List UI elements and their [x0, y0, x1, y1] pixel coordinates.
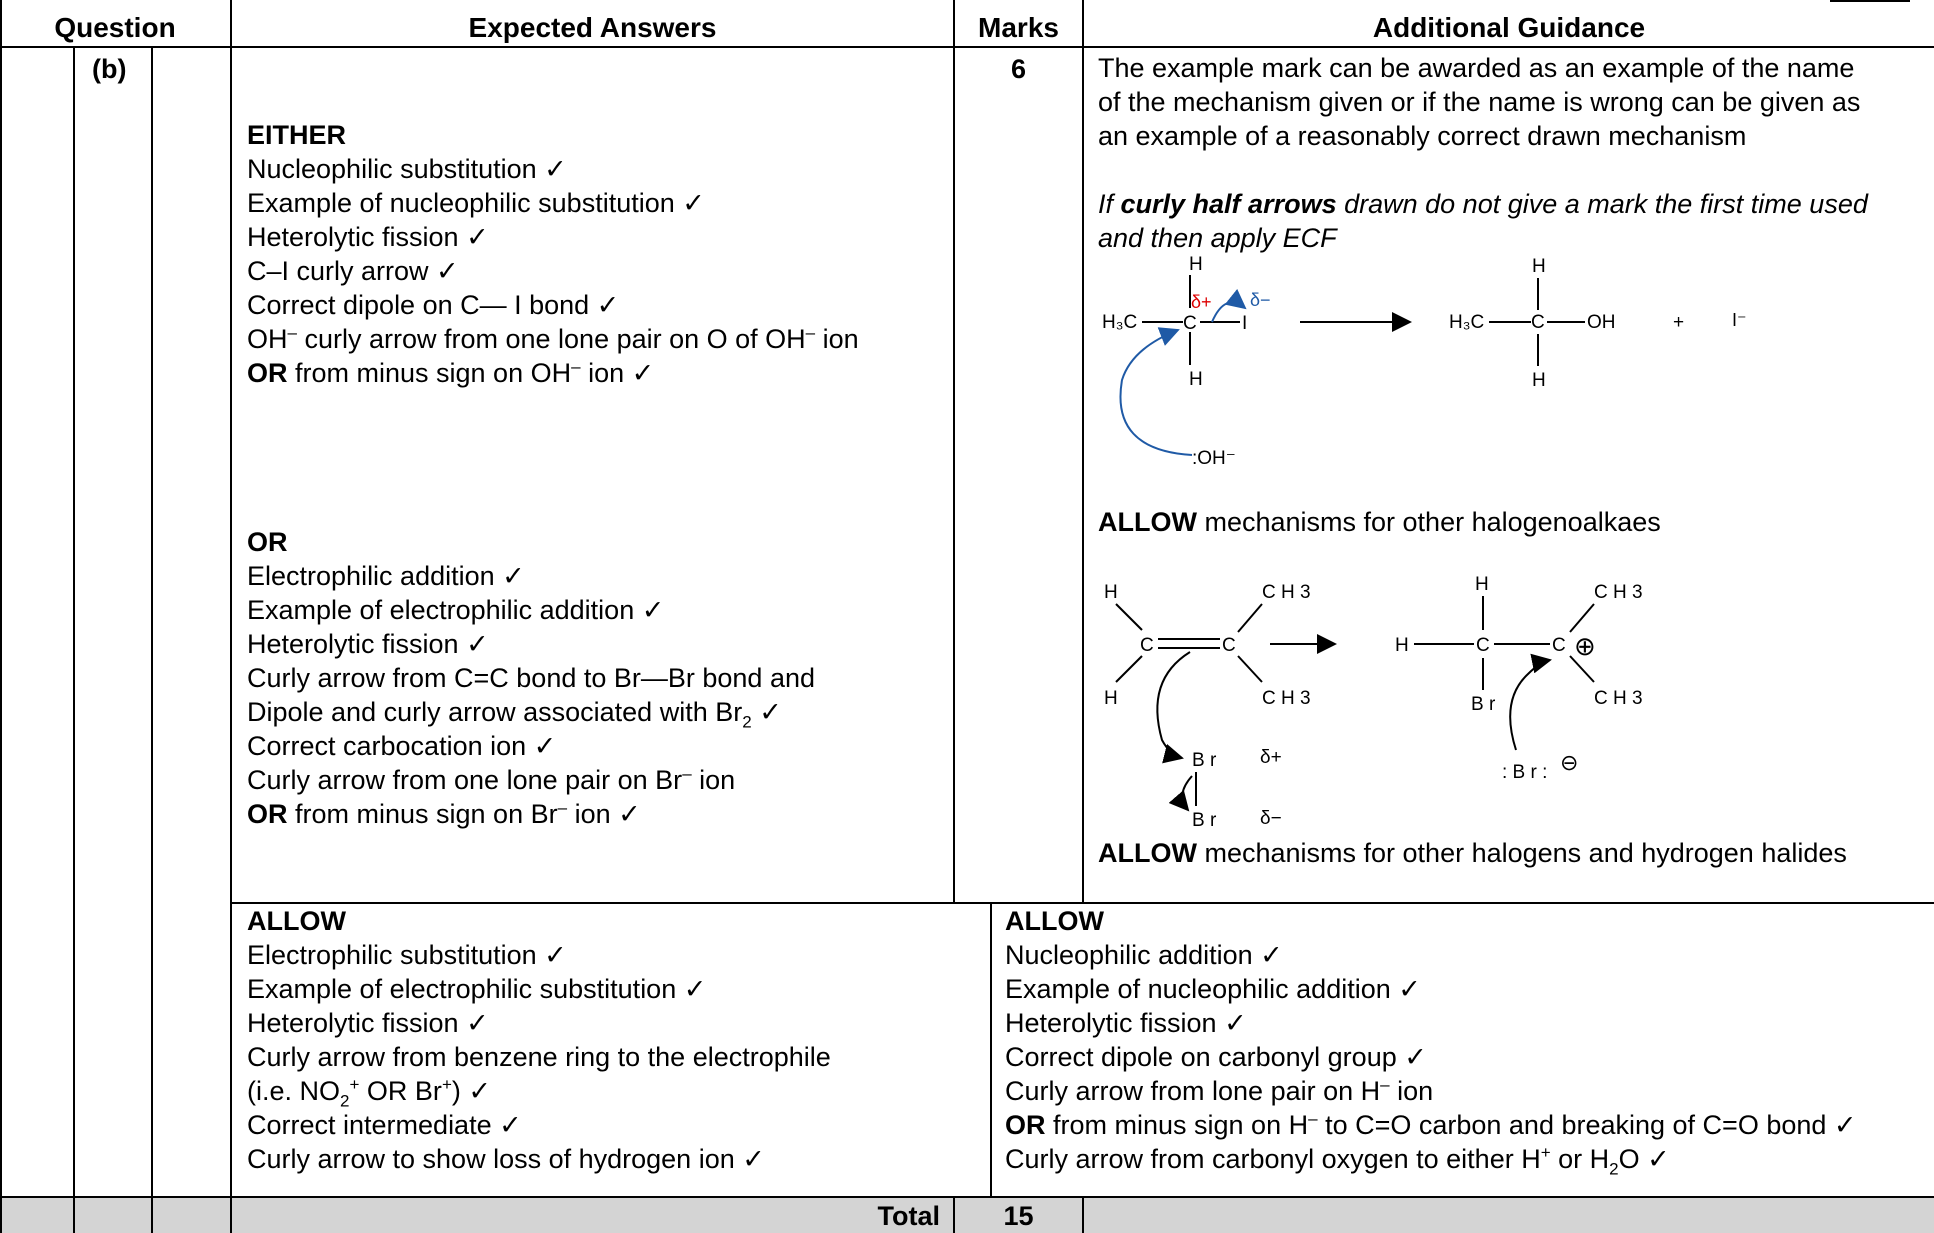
allow-right-or-line: OR from minus sign on H– to C=O carbon and breaking of C=O bond ✓	[1005, 1109, 1857, 1140]
nucleophilic-substitution-mechanism	[1090, 250, 1790, 480]
svg-text:B r: B r	[1471, 694, 1496, 715]
svg-text:I⁻: I⁻	[1732, 310, 1747, 330]
header-additional-guidance: Additional Guidance	[1372, 12, 1646, 43]
top-border-fragment	[1830, 0, 1910, 2]
svg-text:H₃C: H₃C	[1102, 312, 1138, 333]
svg-text:H: H	[1104, 688, 1118, 709]
svg-text:C: C	[1476, 635, 1490, 656]
svg-text:C H 3: C H 3	[1594, 688, 1643, 709]
header-expected-answers: Expected Answers	[468, 12, 717, 43]
svg-text:δ+: δ+	[1260, 747, 1282, 768]
svg-text:δ+: δ+	[1191, 292, 1212, 312]
question-col-divider-1	[73, 46, 75, 1233]
allow-right-hydride-line: Curly arrow from lone pair on H– ion	[1005, 1075, 1434, 1106]
carbocation-line: Correct carbocation ion ✓	[247, 731, 557, 761]
or-item: Heterolytic fission ✓	[247, 629, 489, 659]
allow-left-item: Curly arrow from benzene ring to the electrophile	[247, 1042, 831, 1072]
total-row-divider	[0, 1196, 1934, 1198]
svg-text:C: C	[1140, 635, 1154, 656]
svg-text:C: C	[1552, 635, 1566, 656]
svg-text:H: H	[1189, 254, 1203, 275]
header-question: Question	[54, 12, 176, 43]
allow-left-item: Heterolytic fission ✓	[247, 1008, 489, 1038]
guidance-allow-halogenoalkanes: ALLOW mechanisms for other halogenoalkaes	[1098, 507, 1661, 537]
question-col-divider-2	[151, 46, 153, 1233]
either-item: Nucleophilic substitution ✓	[247, 154, 567, 184]
svg-text:C H 3: C H 3	[1262, 688, 1311, 709]
marks-col-left	[953, 0, 955, 902]
total-label: Total	[877, 1201, 940, 1231]
left-border	[0, 0, 2, 1233]
allow-right-heading: ALLOW	[1005, 906, 1104, 936]
guidance-paragraph: The example mark can be awarded as an example of the name of the mechanism given or if the name is wrong can be given as an example of a reasonably correct drawn mechanism	[1098, 53, 1861, 151]
svg-text:H: H	[1532, 256, 1546, 277]
or-item: Curly arrow from C=C bond to Br—Br bond and	[247, 663, 815, 693]
allow-split-divider	[990, 902, 992, 1196]
or-item: Example of electrophilic addition ✓	[247, 595, 665, 625]
svg-text:B r: B r	[1192, 810, 1217, 831]
allow-left-item: Curly arrow to show loss of hydrogen ion ✓	[247, 1144, 765, 1174]
svg-text:C: C	[1222, 635, 1236, 656]
either-item: Example of nucleophilic substitution ✓	[247, 188, 705, 218]
br-curly-arrow-line: Curly arrow from one lone pair on Br– ion	[247, 764, 736, 795]
allow-left-heading: ALLOW	[247, 906, 346, 936]
allow-right-item: Correct dipole on carbonyl group ✓	[1005, 1042, 1427, 1072]
allow-right-carbonyl-line: Curly arrow from carbonyl oxygen to either H+ or $H_2O$ ✓	[1005, 1143, 1670, 1179]
svg-text:C: C	[1183, 313, 1197, 334]
svg-text:δ−: δ−	[1260, 808, 1282, 829]
guidance-allow-halogens: ALLOW mechanisms for other halogens and hydrogen halides	[1098, 838, 1847, 868]
svg-text:OH: OH	[1587, 312, 1616, 333]
allow-right-item: Example of nucleophilic addition ✓	[1005, 974, 1421, 1004]
allow-left-electrophile-line: (i.e. $NO_2^+$ OR Br+) ✓	[247, 1075, 491, 1111]
or-heading: OR	[247, 527, 288, 557]
svg-text:+: +	[1673, 312, 1685, 333]
svg-text:⊕: ⊕	[1574, 631, 1596, 661]
allow-right-item: Nucleophilic addition ✓	[1005, 940, 1283, 970]
total-value: 15	[1003, 1201, 1034, 1231]
svg-text:C: C	[1531, 312, 1545, 333]
svg-text:δ−: δ−	[1250, 290, 1271, 310]
svg-text:H: H	[1104, 582, 1118, 603]
either-item: Heterolytic fission ✓	[247, 222, 489, 252]
marks-value: 6	[1010, 54, 1027, 84]
svg-text:H: H	[1475, 574, 1489, 595]
svg-text:B r: B r	[1192, 750, 1217, 771]
either-heading: EITHER	[247, 120, 347, 150]
either-item: C–I curly arrow ✓	[247, 256, 459, 286]
expected-or-block	[247, 525, 815, 831]
question-part: (b)	[92, 54, 127, 84]
allow-right-item: Heterolytic fission ✓	[1005, 1008, 1247, 1038]
oh-curly-arrow-line: OH– curly arrow from one lone pair on O of OH– ion	[247, 323, 859, 354]
marks-col-right	[1082, 0, 1084, 902]
svg-text::OH⁻: :OH⁻	[1192, 448, 1236, 469]
allow-left-block	[247, 904, 831, 1176]
electrophilic-addition-mechanism	[1090, 570, 1790, 835]
either-item: Correct dipole on C— I bond ✓	[247, 290, 620, 320]
guidance-half-arrows-note: If curly half arrows drawn do not give a mark the first time used and then apply ECF	[1098, 189, 1868, 253]
svg-text:H: H	[1395, 635, 1409, 656]
or-item: Electrophilic addition ✓	[247, 561, 525, 591]
allow-left-item: Electrophilic substitution ✓	[247, 940, 567, 970]
total-marks-right	[1082, 1196, 1084, 1233]
svg-text:H₃C: H₃C	[1449, 312, 1485, 333]
svg-text:⊖: ⊖	[1560, 750, 1579, 775]
oh-minus-sign-line: OR from minus sign on OH– ion ✓	[247, 357, 655, 388]
allow-right-block	[1005, 904, 1857, 1179]
expected-either-block	[247, 118, 859, 390]
svg-text:H: H	[1189, 369, 1203, 390]
br-minus-sign-line: OR from minus sign on Br– ion ✓	[247, 798, 641, 829]
header-marks: Marks	[978, 12, 1059, 43]
header-divider	[0, 46, 1934, 48]
svg-text:H: H	[1532, 370, 1546, 391]
dipole-line: Dipole and curly arrow associated with $Br_2$ ✓	[247, 697, 782, 732]
svg-text:I: I	[1242, 313, 1248, 334]
expected-col-left	[230, 0, 232, 1233]
allow-left-item: Correct intermediate ✓	[247, 1110, 522, 1140]
svg-text:: B r :: : B r :	[1502, 762, 1548, 783]
svg-text:C H 3: C H 3	[1262, 582, 1311, 603]
allow-left-item: Example of electrophilic substitution ✓	[247, 974, 707, 1004]
svg-text:C H 3: C H 3	[1594, 582, 1643, 603]
